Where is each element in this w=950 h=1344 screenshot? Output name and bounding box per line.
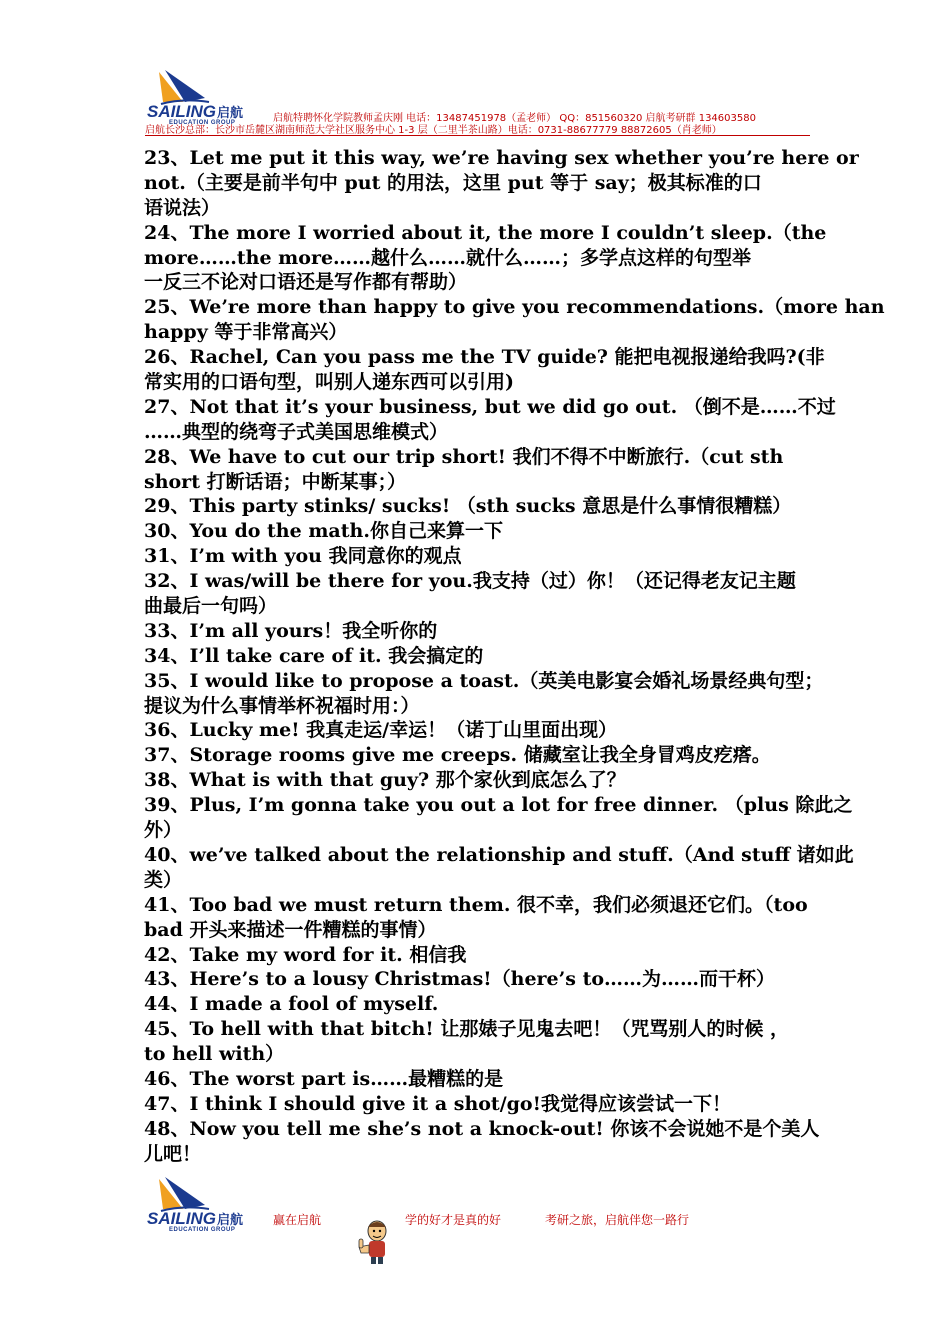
text-line: ……典型的绕弯子式美国思维模式） xyxy=(144,420,449,443)
header-address-line: 启航长沙总部：长沙市岳麓区湖南师范大学社区服务中心 1-3 层（二里半茶山路）电话：0731-88677779 88872605（肖老师） xyxy=(145,125,722,136)
text-line: 29、This party stinks/ sucks! （sth sucks 意思是什么事情很糟糕） xyxy=(144,495,792,518)
footer-slogan-3: 考研之旅，启航伴您一路行 xyxy=(545,1213,690,1227)
header-contact-line: 启航特聘怀化学院教师孟庆刚 电话：13487451978（孟老师） QQ：851560320 启航考研群 134603580 xyxy=(273,113,756,124)
text-line: 26、Rachel, Can you pass me the TV guide? 能把电视报递给我吗?(非 xyxy=(144,346,825,369)
sailing-logo xyxy=(145,68,273,128)
text-line: 42、Take my word for it. 相信我 xyxy=(144,943,467,966)
text-line: to hell with） xyxy=(144,1043,285,1066)
text-line: 41、Too bad we must return them. 很不幸，我们必须退还它们。（too xyxy=(144,893,808,916)
text-line: 31、I’m with you 我同意你的观点 xyxy=(144,545,462,568)
text-line: 45、To hell with that bitch! 让那婊子见鬼去吧！（咒骂别人的时候 ， xyxy=(144,1018,789,1041)
text-line: 46、The worst part is……最糟糕的是 xyxy=(144,1067,504,1090)
text-line: 44、I made a fool of myself. xyxy=(144,993,439,1016)
text-line: 43、Here’s to a lousy Christmas!（here’s to……为……而干杯） xyxy=(144,968,776,991)
text-line: 类） xyxy=(144,868,183,891)
text-line: 27、Not that it’s your business, but we did go out. （倒不是……不过 xyxy=(144,395,836,418)
text-line: 38、What is with that guy? 那个家伙到底怎么了？ xyxy=(144,769,626,792)
phrase-list xyxy=(144,146,885,1167)
text-line: more……the more……越什么……就什么……；多学点这样的句型举 xyxy=(144,246,752,269)
text-line: 34、I’ll take care of it. 我会搞定的 xyxy=(144,644,484,667)
text-line: 32、I was/will be there for you.我支持（过）你！（还记得老友记主题 xyxy=(144,570,796,593)
sailing-logo-footer xyxy=(145,1175,273,1235)
text-line: 35、I would like to propose a toast.（英美电影宴会婚礼场景经典句型； xyxy=(144,669,824,692)
text-line: 36、Lucky me! 我真走运/幸运！（诺丁山里面出现） xyxy=(144,719,618,742)
text-line: 一反三不论对口语还是写作都有帮助） xyxy=(144,271,468,294)
mascot-thumbs-up-icon xyxy=(355,1217,399,1265)
logo-subtitle: EDUCATION GROUP xyxy=(169,120,236,126)
text-line: 40、we’ve talked about the relationship and stuff.（And stuff 诸如此 xyxy=(144,843,854,866)
text-line: 33、I’m all yours！我全听你的 xyxy=(144,619,438,642)
page-footer xyxy=(145,1175,810,1265)
text-line: happy 等于非常高兴） xyxy=(144,321,348,344)
text-line: 30、You do the math.你自己来算一下 xyxy=(144,520,503,543)
text-line: 25、We’re more than happy to give you recommendations.（more han xyxy=(144,296,885,319)
header-divider xyxy=(145,135,810,136)
text-line: 提议为什么事情举杯祝福时用：） xyxy=(144,694,420,717)
text-line: 28、We have to cut our trip short! 我们不得不中断旅行.（cut sth xyxy=(144,445,784,468)
text-line: 39、Plus, I’m gonna take you out a lot for free dinner. （plus 除此之 xyxy=(144,794,853,817)
text-line: 37、Storage rooms give me creeps. 储藏室让我全身冒鸡皮疙瘩。 xyxy=(144,744,771,767)
text-line: 儿吧！ xyxy=(144,1142,202,1165)
text-line: 曲最后一句吗） xyxy=(144,595,278,618)
text-line: 23、Let me put it this way, we’re having sex whether you’re here or xyxy=(144,147,859,169)
text-line: 24、The more I worried about it, the more I couldn’t sleep.（the xyxy=(144,221,827,244)
text-line: 语说法） xyxy=(144,196,221,219)
logo-subtitle: EDUCATION GROUP xyxy=(169,1227,236,1233)
text-line: not.（主要是前半句中 put 的用法，这里 put 等于 say；极其标准的口 xyxy=(144,171,762,194)
text-line: 48、Now you tell me she’s not a knock-out! 你该不会说她不是个美人 xyxy=(144,1117,820,1140)
text-line: 常实用的口语句型，叫别人递东西可以引用) xyxy=(144,371,514,394)
text-line: 外） xyxy=(144,819,183,842)
footer-slogan-2: 学的好才是真的好 xyxy=(405,1213,502,1227)
footer-slogan-1: 赢在启航 xyxy=(273,1213,322,1227)
logo-wordmark: SAILING启航 xyxy=(147,1209,243,1228)
text-line: short 打断话语；中断某事；） xyxy=(144,470,407,493)
logo-wordmark: SAILING启航 xyxy=(147,102,243,121)
text-line: bad 开头来描述一件糟糕的事情） xyxy=(144,918,437,941)
page-header xyxy=(145,68,810,138)
text-line: 47、I think I should give it a shot/go!我觉得应该尝试一下！ xyxy=(144,1092,731,1115)
